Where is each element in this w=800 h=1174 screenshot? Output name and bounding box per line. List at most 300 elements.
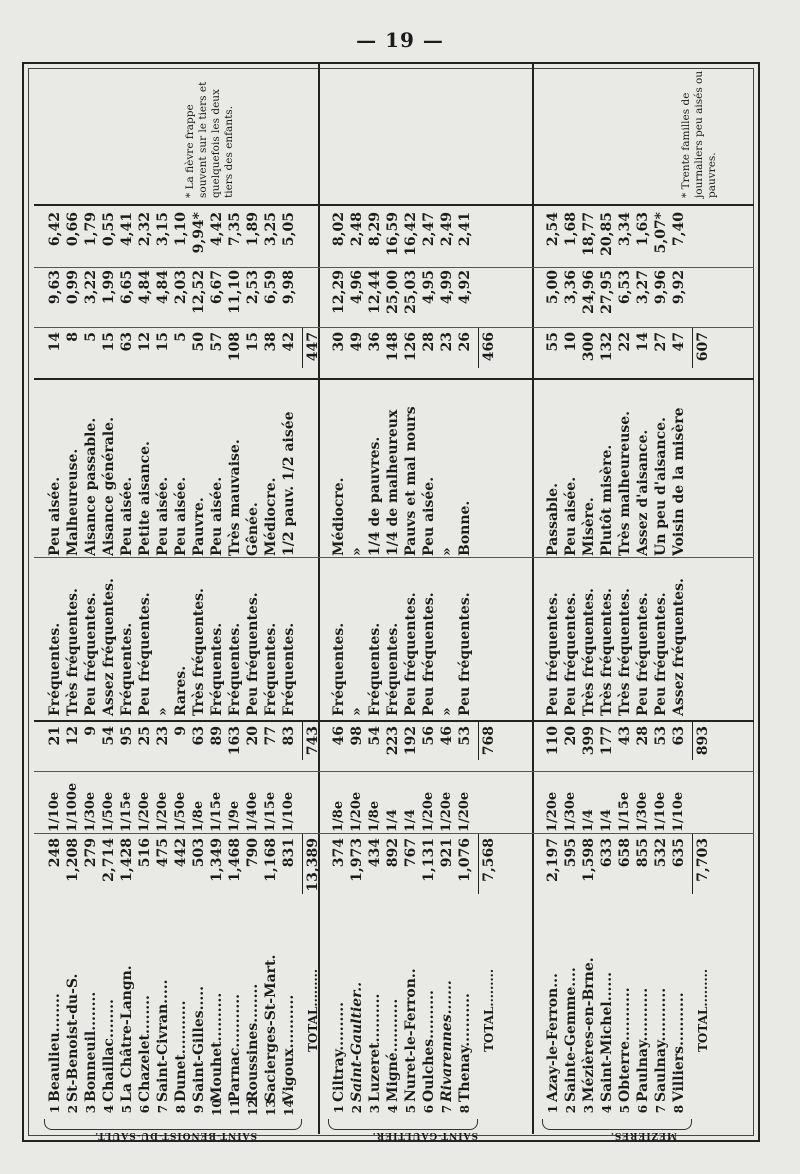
cell-frac: 1/40e bbox=[245, 791, 260, 832]
cell-freq: Très fréquentes. bbox=[617, 588, 633, 716]
cell-v2: 1,63 bbox=[635, 212, 651, 247]
cell-frac: 1/15e bbox=[263, 791, 278, 832]
cell-cases: 83 bbox=[281, 726, 297, 746]
cell-aisance: Passable. bbox=[545, 483, 561, 556]
cell-frac: 1/8e bbox=[191, 800, 206, 832]
cell-pop: 434 bbox=[367, 838, 383, 868]
cell-v1: 2,53 bbox=[245, 270, 261, 305]
total-rule bbox=[692, 328, 693, 368]
cell-deaths: 38 bbox=[263, 332, 279, 352]
table-frame bbox=[22, 62, 760, 1142]
cell-freq: Très fréquentes. bbox=[581, 588, 597, 716]
table-row bbox=[670, 64, 688, 1134]
cell-name: St-Benoist-du-S. bbox=[65, 973, 81, 1102]
cell-num: 3 bbox=[582, 1104, 596, 1114]
cell-pop: 1,208 bbox=[65, 838, 81, 882]
cell-freq: Très fréquentes. bbox=[599, 588, 615, 716]
cell-freq: Peu fréquentes. bbox=[563, 592, 579, 716]
cell-num: 7 bbox=[440, 1104, 454, 1114]
cell-aisance: Médiocre. bbox=[263, 477, 279, 556]
page-number: — 19 — bbox=[356, 28, 444, 52]
cell-num: 3 bbox=[84, 1104, 98, 1114]
cell-v2: 18,77 bbox=[581, 212, 597, 256]
cell-name: Rivarennes....... bbox=[439, 980, 455, 1102]
cell-v1: 4,92 bbox=[457, 270, 473, 305]
cell-freq: Fréquentes. bbox=[263, 622, 279, 716]
cell-cases: 46 bbox=[331, 726, 347, 746]
cell-v2: 8,29 bbox=[367, 212, 383, 247]
cell-v1: 6,59 bbox=[263, 270, 279, 305]
cell-v2: 2,32 bbox=[137, 212, 153, 247]
total-rule bbox=[302, 328, 303, 368]
cell-v1: 3,27 bbox=[635, 270, 651, 305]
cell-name: Bonneuil........ bbox=[83, 991, 99, 1102]
cell-num: 9 bbox=[192, 1104, 206, 1114]
cell-name: Chaillac........ bbox=[101, 999, 117, 1102]
cell-v1: 4,95 bbox=[421, 270, 437, 305]
cell-v2: 2,47 bbox=[421, 212, 437, 247]
total-rule bbox=[302, 834, 303, 894]
cell-num: 1 bbox=[332, 1104, 346, 1114]
cell-v2: 1,68 bbox=[563, 212, 579, 247]
table-row bbox=[100, 64, 118, 1134]
cell-cases: 25 bbox=[137, 726, 153, 746]
cell-name: Azay-le-Ferron... bbox=[545, 973, 561, 1102]
table-row bbox=[348, 64, 366, 1134]
cell-frac: 1/20e bbox=[421, 791, 436, 832]
cell-pop: 503 bbox=[191, 838, 207, 868]
cell-cases: 53 bbox=[457, 726, 473, 746]
cell-num: 5 bbox=[120, 1104, 134, 1114]
table-row bbox=[172, 64, 190, 1134]
table-row bbox=[402, 64, 420, 1134]
cell-num: 13 bbox=[264, 1099, 278, 1116]
table-row bbox=[366, 64, 384, 1134]
table-row bbox=[118, 64, 136, 1134]
cell-cases: 177 bbox=[599, 726, 615, 756]
table-row bbox=[634, 64, 652, 1134]
cell-name: Beaulieu........ bbox=[47, 993, 63, 1102]
cell-cases: 28 bbox=[635, 726, 651, 746]
cell-aisance: Un peu d'aisance. bbox=[653, 417, 669, 556]
cell-deaths: 15 bbox=[245, 332, 261, 352]
cell-aisance: Peu aisée. bbox=[563, 476, 579, 556]
cell-v1: 3,36 bbox=[563, 270, 579, 305]
cell-aisance: Peu aisée. bbox=[47, 476, 63, 556]
cell-frac: 1/20e bbox=[439, 791, 454, 832]
cell-aisance: 1/4 de pauvres. bbox=[367, 436, 383, 556]
cell-cases: 223 bbox=[385, 726, 401, 756]
cell-num: 3 bbox=[368, 1104, 382, 1114]
cell-deaths: 30 bbox=[331, 332, 347, 352]
total-cases: 768 bbox=[481, 726, 497, 756]
total-row bbox=[694, 64, 712, 1134]
cell-pop: 892 bbox=[385, 838, 401, 868]
cell-v2: 9,94* bbox=[191, 212, 207, 254]
cell-pop: 279 bbox=[83, 838, 99, 868]
cell-pop: 790 bbox=[245, 838, 261, 868]
cell-num: 4 bbox=[600, 1104, 614, 1114]
cell-freq: Fréquentes. bbox=[331, 622, 347, 716]
cell-cases: 110 bbox=[545, 726, 561, 756]
cell-aisance: Misère. bbox=[581, 497, 597, 556]
cell-freq: Fréquentes. bbox=[47, 622, 63, 716]
table-row bbox=[330, 64, 348, 1134]
cell-freq: Assez fréquentes. bbox=[671, 578, 687, 716]
cell-pop: 1,076 bbox=[457, 838, 473, 882]
cell-deaths: 27 bbox=[653, 332, 669, 352]
cell-aisance: » bbox=[349, 547, 365, 556]
cell-deaths: 26 bbox=[457, 332, 473, 352]
cell-deaths: 22 bbox=[617, 332, 633, 352]
cell-v2: 1,10 bbox=[173, 212, 189, 247]
cell-freq: Peu fréquentes. bbox=[137, 592, 153, 716]
canton-block bbox=[532, 64, 754, 1140]
cell-num: 14 bbox=[282, 1099, 296, 1116]
cell-deaths: 148 bbox=[385, 332, 401, 362]
cell-num: 2 bbox=[66, 1104, 80, 1114]
cell-v2: 0,55 bbox=[101, 212, 117, 247]
cell-deaths: 15 bbox=[155, 332, 171, 352]
total-rule bbox=[478, 834, 479, 894]
cell-v2: 4,41 bbox=[119, 212, 135, 247]
cell-aisance: Peu aisée. bbox=[155, 476, 171, 556]
cell-v1: 9,63 bbox=[47, 270, 63, 305]
cell-freq: Fréquentes. bbox=[367, 622, 383, 716]
cell-pop: 374 bbox=[331, 838, 347, 868]
cell-cases: 56 bbox=[421, 726, 437, 746]
cell-v1: 12,44 bbox=[367, 270, 383, 314]
cell-v2: 3,34 bbox=[617, 212, 633, 247]
total-deaths: 447 bbox=[305, 332, 321, 362]
table-row bbox=[136, 64, 154, 1134]
cell-v2: 2,41 bbox=[457, 212, 473, 247]
cell-v1: 11,10 bbox=[227, 270, 243, 314]
cell-cases: 23 bbox=[155, 726, 171, 746]
table-row bbox=[598, 64, 616, 1134]
cell-deaths: 132 bbox=[599, 332, 615, 362]
cell-aisance: Plutôt misère. bbox=[599, 444, 615, 556]
canton-label: SAINT-BENOIST-DU-SAULT. bbox=[94, 1130, 258, 1140]
cell-v2: 2,54 bbox=[545, 212, 561, 247]
cell-pop: 658 bbox=[617, 838, 633, 868]
cell-aisance: Voisin de la misère bbox=[671, 407, 687, 556]
cell-v2: 3,25 bbox=[263, 212, 279, 247]
cell-name: Ciltray.......... bbox=[331, 1002, 347, 1102]
cell-frac: 1/30e bbox=[563, 791, 578, 832]
cell-name: Thenay........... bbox=[457, 993, 473, 1102]
cell-frac: 1/10e bbox=[671, 791, 686, 832]
cell-v2: 1,89 bbox=[245, 212, 261, 247]
cell-deaths: 108 bbox=[227, 332, 243, 362]
cell-freq: Fréquentes. bbox=[385, 622, 401, 716]
table-row bbox=[562, 64, 580, 1134]
table-row bbox=[652, 64, 670, 1134]
cell-aisance: Gênée. bbox=[245, 502, 261, 556]
cell-freq: Fréquentes. bbox=[227, 622, 243, 716]
cell-pop: 1,468 bbox=[227, 838, 243, 882]
cell-frac: 1/20e bbox=[349, 791, 364, 832]
cell-cases: 21 bbox=[47, 726, 63, 746]
cell-name: Dunet........... bbox=[173, 1000, 189, 1102]
cell-num: 8 bbox=[458, 1104, 472, 1114]
cell-name: Saint-Gilles..... bbox=[191, 985, 207, 1102]
cell-aisance: 1/2 pauv. 1/2 aisée bbox=[281, 411, 297, 556]
cell-deaths: 47 bbox=[671, 332, 687, 352]
cell-num: 10 bbox=[210, 1099, 224, 1116]
cell-v1: 6,65 bbox=[119, 270, 135, 305]
cell-frac: 1/9e bbox=[227, 800, 242, 832]
cell-name: Roussines........ bbox=[245, 983, 261, 1102]
cell-cases: 89 bbox=[209, 726, 225, 746]
cell-v2: 4,42 bbox=[209, 212, 225, 247]
cell-v1: 4,99 bbox=[439, 270, 455, 305]
cell-v1: 12,29 bbox=[331, 270, 347, 314]
cell-cases: 63 bbox=[191, 726, 207, 746]
cell-name: Luzeret.......... bbox=[367, 993, 383, 1102]
cell-freq: Assez fréquentes. bbox=[101, 578, 117, 716]
cell-deaths: 42 bbox=[281, 332, 297, 352]
cell-cases: 163 bbox=[227, 726, 243, 756]
cell-pop: 2,197 bbox=[545, 838, 561, 882]
table-row bbox=[384, 64, 402, 1134]
table-row bbox=[226, 64, 244, 1134]
table-row bbox=[262, 64, 280, 1134]
cell-frac: 1/50e bbox=[173, 791, 188, 832]
cell-v1: 0,99 bbox=[65, 270, 81, 305]
cell-aisance: Peu aisée. bbox=[173, 476, 189, 556]
cell-cases: 98 bbox=[349, 726, 365, 746]
cell-name: Mouhet.......... bbox=[209, 992, 225, 1102]
cell-num: 12 bbox=[246, 1099, 260, 1116]
cell-deaths: 8 bbox=[65, 332, 81, 342]
cell-v1: 12,52 bbox=[191, 270, 207, 314]
cell-deaths: 5 bbox=[173, 332, 189, 342]
cell-freq: Peu fréquentes. bbox=[245, 592, 261, 716]
cell-cases: 9 bbox=[83, 726, 99, 736]
cell-freq: Très fréquentes. bbox=[191, 588, 207, 716]
cell-v2: 0,66 bbox=[65, 212, 81, 247]
cell-name: Saint-Michel...... bbox=[599, 972, 615, 1102]
cell-frac: 1/30e bbox=[83, 791, 98, 832]
total-population: 13,389 bbox=[305, 838, 321, 892]
cell-aisance: Aisance passable. bbox=[83, 417, 99, 556]
total-rule bbox=[478, 722, 479, 760]
cell-v2: 3,15 bbox=[155, 212, 171, 247]
cell-deaths: 14 bbox=[47, 332, 63, 352]
cell-aisance: Très mauvaise. bbox=[227, 439, 243, 556]
cell-v1: 4,84 bbox=[137, 270, 153, 305]
table-row bbox=[46, 64, 64, 1134]
cell-aisance: Aisance générale. bbox=[101, 417, 117, 556]
total-rule bbox=[692, 834, 693, 894]
cell-num: 4 bbox=[102, 1104, 116, 1114]
table-row bbox=[64, 64, 82, 1134]
cell-deaths: 23 bbox=[439, 332, 455, 352]
cell-aisance: Bonne. bbox=[457, 500, 473, 556]
cell-name: Nuret-le-Ferron.. bbox=[403, 968, 419, 1102]
table-row bbox=[154, 64, 172, 1134]
cell-name: Sacierges-St-Mart. bbox=[263, 954, 279, 1102]
cell-aisance: Peu aisée. bbox=[119, 476, 135, 556]
cell-cases: 54 bbox=[367, 726, 383, 746]
cell-aisance: Médiocre. bbox=[331, 477, 347, 556]
footnote: * La fièvre frappe souvent sur le tiers et quelquefois les deux tiers des enfants. bbox=[184, 81, 235, 198]
cell-freq: Fréquentes. bbox=[209, 622, 225, 716]
cell-num: 5 bbox=[618, 1104, 632, 1114]
cell-name: Migné........... bbox=[385, 998, 401, 1102]
cell-cases: 192 bbox=[403, 726, 419, 756]
cell-deaths: 63 bbox=[119, 332, 135, 352]
cell-aisance: Assez d'aisance. bbox=[635, 429, 651, 556]
cell-frac: 1/50e bbox=[101, 791, 116, 832]
cell-v1: 3,22 bbox=[83, 270, 99, 305]
cell-v2: 5,07* bbox=[653, 212, 669, 254]
cell-v1: 9,92 bbox=[671, 270, 687, 305]
total-cases: 743 bbox=[305, 726, 321, 756]
cell-v1: 1,99 bbox=[101, 270, 117, 305]
cell-v2: 8,02 bbox=[331, 212, 347, 247]
cell-deaths: 300 bbox=[581, 332, 597, 362]
cell-name: Paulnay........... bbox=[635, 987, 651, 1102]
cell-deaths: 14 bbox=[635, 332, 651, 352]
cell-deaths: 126 bbox=[403, 332, 419, 362]
cell-num: 1 bbox=[546, 1104, 560, 1114]
cell-v2: 6,42 bbox=[47, 212, 63, 247]
cell-name: Saint-Civran..... bbox=[155, 979, 171, 1102]
cell-pop: 1,428 bbox=[119, 838, 135, 882]
cell-name: Villiers........... bbox=[671, 992, 687, 1102]
cell-aisance: Petite aisance. bbox=[137, 441, 153, 556]
cell-v2: 2,49 bbox=[439, 212, 455, 247]
cell-v1: 4,84 bbox=[155, 270, 171, 305]
cell-v1: 25,00 bbox=[385, 270, 401, 314]
cell-name: Oulches.......... bbox=[421, 990, 437, 1102]
cell-freq: Peu fréquentes. bbox=[83, 592, 99, 716]
cell-name: La Châtre-Langn. bbox=[119, 965, 135, 1102]
total-label: TOTAL......... bbox=[482, 968, 496, 1052]
cell-num: 8 bbox=[174, 1104, 188, 1114]
cell-v1: 4,96 bbox=[349, 270, 365, 305]
cell-frac: 1/20e bbox=[155, 791, 170, 832]
cell-aisance: » bbox=[439, 547, 455, 556]
total-label: TOTAL......... bbox=[696, 968, 710, 1052]
cell-cases: 95 bbox=[119, 726, 135, 746]
cell-freq: Fréquentes. bbox=[281, 622, 297, 716]
cell-cases: 46 bbox=[439, 726, 455, 746]
cell-freq: Rares. bbox=[173, 665, 189, 716]
cell-freq: Peu fréquentes. bbox=[545, 592, 561, 716]
cell-name: Obterre........... bbox=[617, 987, 633, 1102]
cell-freq: Peu fréquentes. bbox=[421, 592, 437, 716]
cell-aisance: Très malheureuse. bbox=[617, 410, 633, 556]
cell-v1: 25,03 bbox=[403, 270, 419, 314]
cell-deaths: 12 bbox=[137, 332, 153, 352]
cell-deaths: 50 bbox=[191, 332, 207, 352]
cell-pop: 921 bbox=[439, 838, 455, 868]
cell-freq: Peu fréquentes. bbox=[653, 592, 669, 716]
cell-cases: 9 bbox=[173, 726, 189, 736]
cell-num: 6 bbox=[138, 1104, 152, 1114]
cell-frac: 1/15e bbox=[209, 791, 224, 832]
cell-cases: 12 bbox=[65, 726, 81, 746]
table-row bbox=[244, 64, 262, 1134]
cell-name: Sainte-Gemme.... bbox=[563, 967, 579, 1102]
total-label: TOTAL......... bbox=[306, 968, 320, 1052]
cell-cases: 399 bbox=[581, 726, 597, 756]
cell-frac: 1/4 bbox=[581, 809, 596, 832]
cell-pop: 442 bbox=[173, 838, 189, 868]
canton-block bbox=[318, 64, 534, 1140]
cell-pop: 1,349 bbox=[209, 838, 225, 882]
cell-frac: 1/8e bbox=[367, 800, 382, 832]
cell-freq: » bbox=[349, 707, 365, 716]
cell-pop: 633 bbox=[599, 838, 615, 868]
table-row bbox=[280, 64, 298, 1134]
cell-pop: 1,131 bbox=[421, 838, 437, 882]
cell-frac: 1/10e bbox=[653, 791, 668, 832]
cell-frac: 1/20e bbox=[545, 791, 560, 832]
cell-frac: 1/10e bbox=[47, 791, 62, 832]
cell-freq: Très fréquentes. bbox=[65, 588, 81, 716]
total-row bbox=[480, 64, 498, 1134]
cell-pop: 595 bbox=[563, 838, 579, 868]
cell-pop: 831 bbox=[281, 838, 297, 868]
total-cases: 893 bbox=[695, 726, 711, 756]
cell-v2: 5,05 bbox=[281, 212, 297, 247]
cell-deaths: 15 bbox=[101, 332, 117, 352]
cell-v1: 6,67 bbox=[209, 270, 225, 305]
cell-aisance: Malheureuse. bbox=[65, 448, 81, 556]
cell-v2: 2,48 bbox=[349, 212, 365, 247]
cell-aisance: Pauvre. bbox=[191, 497, 207, 556]
cell-name: Chazelet........ bbox=[137, 995, 153, 1102]
cell-v2: 7,35 bbox=[227, 212, 243, 247]
cell-num: 6 bbox=[636, 1104, 650, 1114]
cell-freq: Peu fréquentes. bbox=[403, 592, 419, 716]
cell-num: 8 bbox=[672, 1104, 686, 1114]
cell-name: Vigoux........... bbox=[281, 994, 297, 1102]
canton-label: SAINT-GAULTIER. bbox=[371, 1130, 479, 1140]
cell-v1: 9,96 bbox=[653, 270, 669, 305]
table-row bbox=[420, 64, 438, 1134]
cell-cases: 63 bbox=[671, 726, 687, 746]
cell-freq: » bbox=[439, 707, 455, 716]
cell-freq: Peu fréquentes. bbox=[457, 592, 473, 716]
cell-deaths: 28 bbox=[421, 332, 437, 352]
cell-pop: 1,168 bbox=[263, 838, 279, 882]
cell-frac: 1/4 bbox=[403, 809, 418, 832]
table-row bbox=[616, 64, 634, 1134]
cell-v2: 16,42 bbox=[403, 212, 419, 256]
cell-cases: 53 bbox=[653, 726, 669, 746]
cell-deaths: 10 bbox=[563, 332, 579, 352]
cell-pop: 855 bbox=[635, 838, 651, 868]
cell-pop: 248 bbox=[47, 838, 63, 868]
cell-name: Mézières-en-Brne. bbox=[581, 957, 597, 1102]
cell-aisance: Peu aisée. bbox=[421, 476, 437, 556]
cell-v1: 2,03 bbox=[173, 270, 189, 305]
cell-v2: 7,40 bbox=[671, 212, 687, 247]
cell-frac: 1/8e bbox=[331, 800, 346, 832]
table-row bbox=[208, 64, 226, 1134]
cell-v2: 1,79 bbox=[83, 212, 99, 247]
rotated-table bbox=[28, 64, 756, 1140]
cell-v1: 6,53 bbox=[617, 270, 633, 305]
cell-frac: 1/10e bbox=[281, 791, 296, 832]
cell-num: 7 bbox=[156, 1104, 170, 1114]
cell-pop: 532 bbox=[653, 838, 669, 868]
